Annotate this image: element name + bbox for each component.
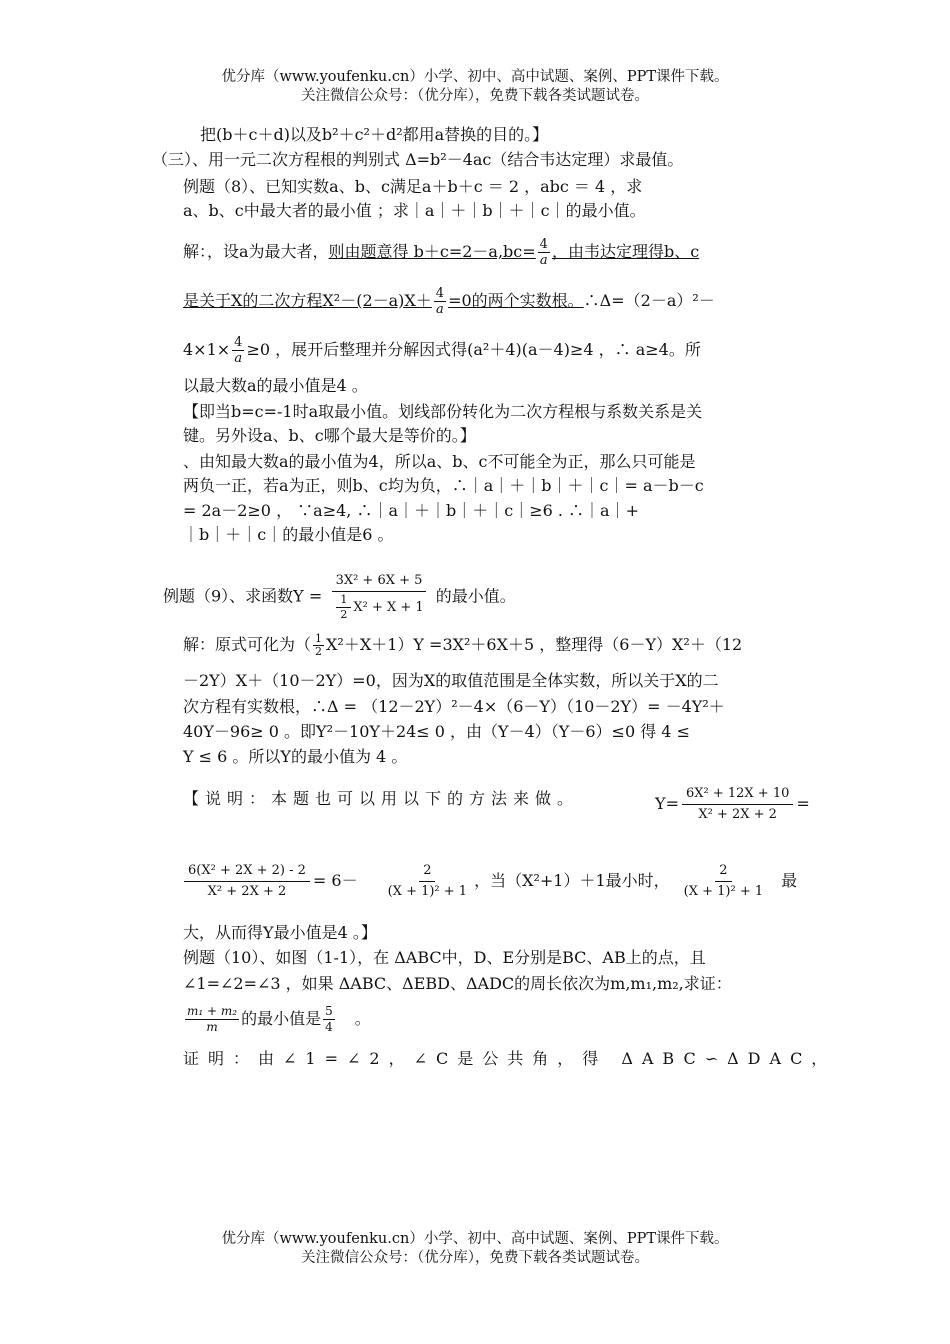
proof-line: 证明：由∠1=∠2，∠C是公共角，得 ΔABC∽ΔDAC， xyxy=(183,1049,837,1068)
text-span: 解：，设a为最大者， xyxy=(183,242,329,261)
solution-line xyxy=(183,286,715,317)
note-line: 【说明：本题也可以用以下的方法来做。 xyxy=(183,789,580,808)
text-span: 例题（9）、求函数Y = xyxy=(163,586,323,606)
text-line: 大，从而得Y最小值是4 。】 xyxy=(183,923,377,942)
period: 。 xyxy=(354,1009,371,1028)
text-line: 键。另外设a、b、c哪个最大是等价的。】 xyxy=(183,426,476,445)
fraction-denominator: 2 xyxy=(315,645,323,658)
text-span: ∴Δ=（2－a）²－ xyxy=(583,291,715,310)
fraction-numerator: 5 xyxy=(325,1004,333,1018)
text-span: 是关于X的二次方程X²－(2－a)X＋ xyxy=(183,291,432,310)
underlined-span xyxy=(328,237,700,268)
fraction-numerator: 4 xyxy=(435,286,445,301)
fraction-numerator: 4 xyxy=(234,335,243,350)
fraction-numerator: 6(X² + 2X + 2) - 2 xyxy=(184,861,310,882)
page-footer xyxy=(0,1230,950,1268)
text-line: 两负一正，若a为正，则b、c均为负，∴｜a｜＋｜b｜＋｜c｜= a－b－c xyxy=(183,476,704,495)
footer-line-1: 优分库（www.youfenku.cn）小学、初中、高中试题、案例、PPT课件下载。 xyxy=(221,1231,729,1247)
text-line: ∠1=∠2=∠3 ，如果 ΔABC、ΔEBD、ΔADC的周长依次为m,m₁,m₂,求证： xyxy=(183,974,732,993)
fraction-denominator: a xyxy=(539,253,548,268)
fraction-denominator: (X + 1)² + 1 xyxy=(387,884,468,899)
text-line: Y ≤ 6 。所以Y的最小值为 4 。 xyxy=(183,747,408,766)
fraction-numerator: 3X² + 6X + 5 xyxy=(332,571,427,592)
fraction xyxy=(384,861,471,902)
text-span: =0的两个实数根。 xyxy=(448,291,584,310)
fraction-denominator: (X + 1)² + 1 xyxy=(683,884,764,899)
fraction xyxy=(184,861,310,902)
text-line: 把(b＋c＋d)以及b²＋c²＋d²都用a替换的目的。】 xyxy=(200,125,549,144)
example-8-title xyxy=(183,176,808,198)
text-line: a、b、c中最大者的最小值 ；求｜a｜＋｜b｜＋｜c｜的最小值。 xyxy=(183,201,646,220)
text-line: 以最大数a的最小值是4 。 xyxy=(183,376,368,395)
fraction-denominator: 4 xyxy=(325,1020,333,1034)
text-span: X²＋X＋1）Y =3X²＋6X＋5 ，整理得（6－Y）X²＋（12 xyxy=(326,635,743,654)
fraction xyxy=(336,593,351,622)
fraction-numerator: 2 xyxy=(715,861,731,882)
fraction-numerator: m₁ + m₂ xyxy=(187,1004,238,1018)
text-span: X² + X + 1 xyxy=(353,600,424,615)
text-line: = 2a－2≥0 ， ∵a≥4, ∴｜a｜＋｜b｜＋｜c｜≥6 . ∴｜a｜+ xyxy=(183,501,639,520)
fraction-numerator: 2 xyxy=(419,861,435,882)
fraction-denominator xyxy=(330,592,427,623)
section-heading: （三）、用一元二次方程根的判别式 Δ=b²－4ac（结合韦达定理）求最值。 xyxy=(152,150,684,169)
fraction xyxy=(538,237,550,268)
fraction xyxy=(185,1004,239,1035)
solution-line xyxy=(183,237,699,268)
fraction xyxy=(323,1004,335,1035)
fraction xyxy=(313,633,324,658)
text-line: 、由知最大数a的最小值为4，所以a、b、c不可能全为正，那么只可能是 xyxy=(183,452,696,471)
example-10-title: 例题（10）、如图（1-1），在 ΔABC中，D、E分别是BC、AB上的点，且 xyxy=(183,948,706,967)
footer-line-2: 关注微信公众号：（优分库），免费下载各类试题试卷。 xyxy=(301,1250,649,1266)
text-span: 的最小值。 xyxy=(435,586,516,606)
fraction-denominator: X² + 2X + 2 xyxy=(698,807,777,822)
fraction-denominator: m xyxy=(206,1020,218,1034)
text-span: ，当（X²+1）＋1最小时， xyxy=(474,871,670,890)
formula-block xyxy=(655,784,810,825)
fraction-denominator: X² + 2X + 2 xyxy=(207,884,287,899)
fraction-denominator: 2 xyxy=(340,608,348,621)
text-span: 则由题意得 b＋c=2－a,bc= xyxy=(328,242,536,261)
page-header xyxy=(0,68,950,106)
text-span: 4×1× xyxy=(183,340,231,359)
fraction-denominator: a xyxy=(436,302,444,317)
header-line-2: 关注微信公众号：（优分库），免费下载各类试题试卷。 xyxy=(301,88,649,104)
fraction-numerator: 1 xyxy=(315,632,323,645)
text-line: 次方程有实数根，∴Δ = （12－2Y）²－4×（6－Y）（10－2Y）= －4Y²＋ xyxy=(183,697,725,716)
fraction-denominator: a xyxy=(234,351,243,366)
fraction xyxy=(330,571,427,623)
text-span: = 6－ xyxy=(312,871,358,890)
text-span: ≥0 ，展开后整理并分解因式得(a²＋4)(a－4)≥4 ，∴ a≥4。所 xyxy=(246,340,701,359)
text-span: 的最小值是 xyxy=(241,1009,322,1028)
fraction-numerator: 4 xyxy=(539,237,548,252)
solution-line xyxy=(183,335,701,366)
header-line-1: 优分库（www.youfenku.cn）小学、初中、高中试题、案例、PPT课件下载。 xyxy=(221,69,729,85)
text-span: Y= xyxy=(655,794,679,813)
formula-line xyxy=(183,1004,371,1035)
text-line: 40Y－96≥ 0 。即Y²－10Y＋24≤ 0 ，由（Y－4）（Y－6）≤0 得 4 ≤ xyxy=(183,722,690,741)
fraction xyxy=(232,335,244,366)
fraction-numerator: 1 xyxy=(336,593,351,608)
fraction xyxy=(682,784,793,825)
text-line: 【即当b=c=-1时a取最小值。划线部份转化为二次方程根与系数关系是关 xyxy=(183,402,703,421)
text-span: 最 xyxy=(781,871,798,890)
text-span: 解：原式可化为（ xyxy=(183,635,312,654)
fraction-numerator: 6X² + 12X + 10 xyxy=(682,784,793,805)
text-span: ，由韦达定理得b、c xyxy=(551,242,700,261)
example-9-title xyxy=(163,571,516,623)
underlined-span xyxy=(183,286,584,317)
text-line: 例题（8）、已知实数a、b、c满足a＋b＋c ＝ 2 ，abc ＝ 4 ，求 xyxy=(183,177,643,196)
fraction xyxy=(434,286,446,317)
text-line: ｜b｜＋｜c｜的最小值是6 。 xyxy=(183,525,394,544)
text-line: －2Y）X＋（10－2Y）=0，因为X的取值范围是全体实数，所以关于X的二 xyxy=(183,671,719,690)
text-span: = xyxy=(796,794,810,813)
formula-line xyxy=(181,861,797,902)
solution-line xyxy=(183,633,742,658)
fraction xyxy=(680,861,767,902)
